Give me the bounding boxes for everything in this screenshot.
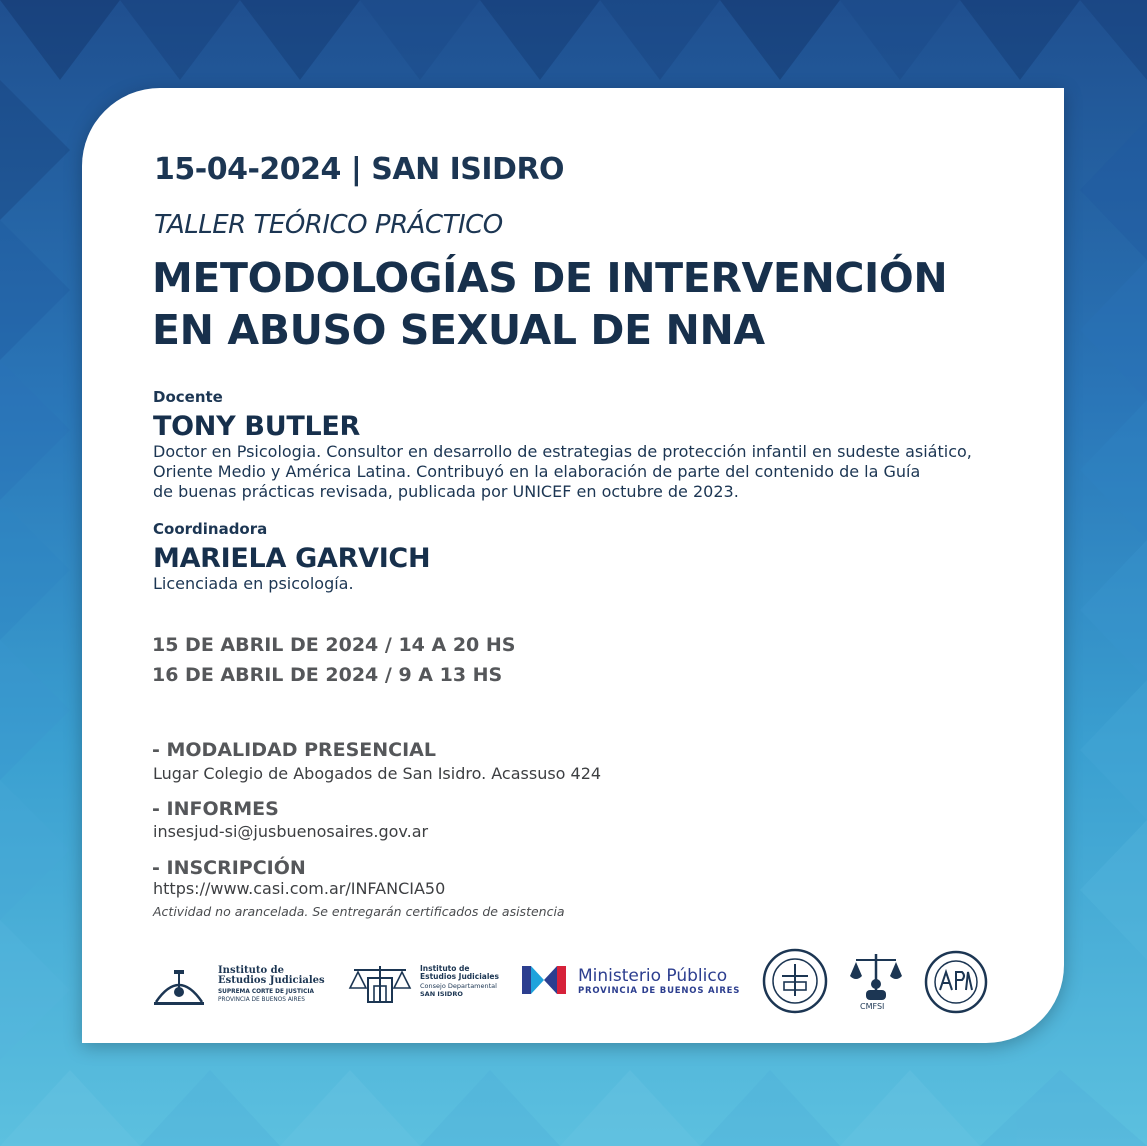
schedule-day1: 15 DE ABRIL DE 2024 / 14 A 20 HS: [152, 634, 516, 656]
activity-note: Actividad no arancelada. Se entregarán certificados de asistencia: [153, 904, 565, 919]
informes-email-link[interactable]: insesjud-si@jusbuenosaires.gov.ar: [153, 822, 429, 841]
iej-line3: SUPREMA CORTE DE JUSTICIA: [218, 989, 314, 995]
justice-scales-icon: [848, 950, 904, 1002]
iej-line2: Estudios Judiciales: [218, 975, 325, 986]
event-title-line1: METODOLOGÍAS DE INTERVENCIÓN: [152, 254, 948, 302]
docente-name: TONY BUTLER: [153, 411, 360, 442]
event-title-line2: EN ABUSO SEXUAL DE NNA: [152, 306, 765, 354]
coordinadora-bio: Licenciada en psicología.: [153, 574, 354, 593]
colegio-abogados-seal-icon: [762, 948, 828, 1014]
docente-bio-line1: Doctor en Psicologia. Consultor en desarrollo de estrategias de protección infantil en sudeste asiático,: [153, 442, 972, 461]
mp-mark-icon: [522, 964, 568, 996]
docente-bio-line3: de buenas prácticas revisada, publicada por UNICEF en octubre de 2023.: [153, 482, 739, 501]
schedule-day2: 16 DE ABRIL DE 2024 / 9 A 13 HS: [152, 664, 503, 686]
event-card: [82, 88, 1064, 1043]
iej-san-isidro-logo: [348, 962, 508, 1012]
iej-si-line4: SAN ISIDRO: [420, 990, 463, 998]
modalidad-heading: - MODALIDAD PRESENCIAL: [152, 739, 436, 761]
cmfsi-label: CMFSI: [860, 1002, 885, 1011]
event-title: [152, 252, 947, 356]
apfra-seal-icon: [924, 950, 988, 1014]
docente-bio: [153, 442, 972, 502]
event-date-location: 15-04-2024 | SAN ISIDRO: [154, 152, 565, 187]
iej-line4: PROVINCIA DE BUENOS AIRES: [218, 997, 305, 1003]
coordinadora-name: MARIELA GARVICH: [153, 543, 431, 574]
mp-line2: PROVINCIA DE BUENOS AIRES: [578, 986, 741, 996]
iej-suprema-corte-logo: [148, 962, 358, 1012]
mp-line1: Ministerio Público: [578, 966, 728, 986]
cmfsi-logo: [848, 950, 904, 1016]
iej-si-line2: Estudios Judiciales: [420, 972, 499, 981]
iej-si-line1: Instituto de: [420, 964, 470, 973]
coordinadora-role: Coordinadora: [153, 520, 268, 538]
docente-role: Docente: [153, 388, 223, 406]
ministerio-publico-logo: [522, 964, 742, 1004]
informes-heading: - INFORMES: [152, 798, 279, 820]
iej-si-line3: Consejo Departamental: [420, 982, 497, 990]
scales-icon: [348, 962, 412, 1006]
docente-bio-line2: Oriente Medio y América Latina. Contribuyó en la elaboración de parte del contenido de la Guía: [153, 462, 921, 481]
modalidad-value: Lugar Colegio de Abogados de San Isidro. Acassuso 424: [153, 764, 602, 783]
event-subtitle: TALLER TEÓRICO PRÁCTICO: [154, 210, 503, 240]
iej-line1: Instituto de: [218, 965, 285, 976]
inscripcion-heading: - INSCRIPCIÓN: [152, 857, 306, 879]
inscripcion-url-link[interactable]: https://www.casi.com.ar/INFANCIA50: [153, 879, 446, 898]
courthouse-icon: [148, 962, 210, 1008]
